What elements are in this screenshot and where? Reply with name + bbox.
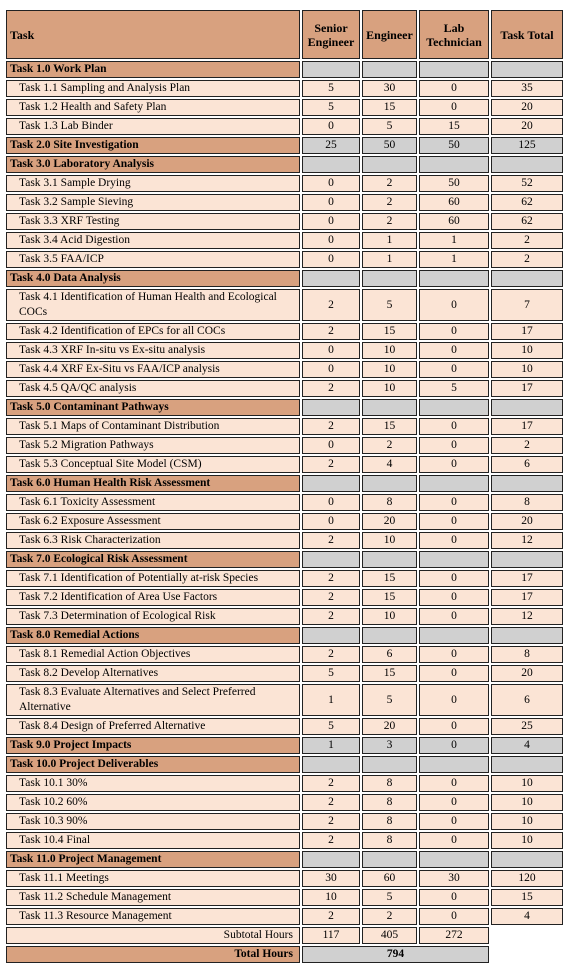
senior-engineer-hours: 0 bbox=[302, 513, 360, 530]
lab-technician-hours: 50 bbox=[419, 137, 489, 154]
senior-engineer-hours: 0 bbox=[302, 342, 360, 359]
task-total-hours: 17 bbox=[491, 418, 563, 435]
task-label: Task 3.4 Acid Digestion bbox=[6, 232, 300, 249]
task-row bbox=[6, 251, 563, 268]
senior-engineer-hours: 2 bbox=[302, 289, 360, 321]
senior-engineer-hours: 0 bbox=[302, 251, 360, 268]
task-row bbox=[6, 665, 563, 682]
header-task-total: Task Total bbox=[491, 10, 563, 59]
task-row bbox=[6, 889, 563, 906]
engineer-hours: 10 bbox=[362, 342, 417, 359]
lab-technician-hours: 15 bbox=[419, 118, 489, 135]
senior-engineer-hours: 0 bbox=[302, 361, 360, 378]
lab-technician-hours: 0 bbox=[419, 80, 489, 97]
task-row bbox=[6, 832, 563, 849]
engineer-hours-empty bbox=[362, 399, 417, 416]
engineer-hours: 20 bbox=[362, 513, 417, 530]
section-row bbox=[6, 551, 563, 568]
engineer-hours: 15 bbox=[362, 99, 417, 116]
lab-technician-hours: 0 bbox=[419, 570, 489, 587]
senior-engineer-hours: 2 bbox=[302, 832, 360, 849]
task-total-hours: 10 bbox=[491, 361, 563, 378]
total-spacer bbox=[491, 946, 563, 963]
lab-technician-hours: 5 bbox=[419, 380, 489, 397]
task-row bbox=[6, 232, 563, 249]
task-row bbox=[6, 684, 563, 716]
senior-engineer-hours: 1 bbox=[302, 684, 360, 716]
senior-engineer-hours: 2 bbox=[302, 570, 360, 587]
task-total-hours-empty bbox=[491, 756, 563, 773]
task-label: Task 8.3 Evaluate Alternatives and Select Preferred Alternative bbox=[6, 684, 300, 716]
task-label: Task 11.1 Meetings bbox=[6, 870, 300, 887]
lab-technician-hours-empty bbox=[419, 756, 489, 773]
task-total-hours: 12 bbox=[491, 608, 563, 625]
task-label: Task 1.1 Sampling and Analysis Plan bbox=[6, 80, 300, 97]
lab-technician-hours-empty bbox=[419, 627, 489, 644]
engineer-hours: 2 bbox=[362, 175, 417, 192]
lab-technician-hours: 0 bbox=[419, 608, 489, 625]
task-row bbox=[6, 570, 563, 587]
engineer-hours: 3 bbox=[362, 737, 417, 754]
senior-engineer-hours: 0 bbox=[302, 232, 360, 249]
senior-engineer-hours-empty bbox=[302, 851, 360, 868]
engineer-hours: 8 bbox=[362, 494, 417, 511]
lab-technician-hours: 0 bbox=[419, 737, 489, 754]
senior-engineer-hours-empty bbox=[302, 270, 360, 287]
section-row bbox=[6, 137, 563, 154]
task-row bbox=[6, 589, 563, 606]
lab-technician-hours: 60 bbox=[419, 213, 489, 230]
task-row bbox=[6, 870, 563, 887]
task-row bbox=[6, 794, 563, 811]
senior-engineer-hours: 2 bbox=[302, 813, 360, 830]
task-total-hours-empty bbox=[491, 61, 563, 78]
engineer-hours-empty bbox=[362, 61, 417, 78]
senior-engineer-hours: 0 bbox=[302, 213, 360, 230]
task-total-hours: 10 bbox=[491, 813, 563, 830]
task-total-hours: 4 bbox=[491, 737, 563, 754]
section-row bbox=[6, 61, 563, 78]
task-label: Task 10.3 90% bbox=[6, 813, 300, 830]
task-total-hours: 2 bbox=[491, 232, 563, 249]
task-row bbox=[6, 99, 563, 116]
senior-engineer-hours: 2 bbox=[302, 589, 360, 606]
senior-engineer-hours: 1 bbox=[302, 737, 360, 754]
subtotal-senior-engineer: 117 bbox=[302, 927, 360, 944]
task-label: Task 10.1 30% bbox=[6, 775, 300, 792]
senior-engineer-hours-empty bbox=[302, 399, 360, 416]
task-label: Task 8.2 Develop Alternatives bbox=[6, 665, 300, 682]
lab-technician-hours: 0 bbox=[419, 494, 489, 511]
task-label: Task 5.1 Maps of Contaminant Distribution bbox=[6, 418, 300, 435]
task-row bbox=[6, 342, 563, 359]
labor-hours-table bbox=[4, 8, 565, 965]
section-label: Task 10.0 Project Deliverables bbox=[6, 756, 300, 773]
task-label: Task 4.5 QA/QC analysis bbox=[6, 380, 300, 397]
senior-engineer-hours: 2 bbox=[302, 323, 360, 340]
task-total-hours: 4 bbox=[491, 908, 563, 925]
section-label: Task 7.0 Ecological Risk Assessment bbox=[6, 551, 300, 568]
engineer-hours: 5 bbox=[362, 684, 417, 716]
task-label: Task 4.1 Identification of Human Health and Ecological COCs bbox=[6, 289, 300, 321]
header-task: Task bbox=[6, 10, 300, 59]
engineer-hours: 10 bbox=[362, 380, 417, 397]
engineer-hours: 2 bbox=[362, 194, 417, 211]
task-total-hours: 10 bbox=[491, 342, 563, 359]
lab-technician-hours: 0 bbox=[419, 665, 489, 682]
task-total-hours-empty bbox=[491, 627, 563, 644]
task-row bbox=[6, 194, 563, 211]
task-label: Task 7.3 Determination of Ecological Risk bbox=[6, 608, 300, 625]
header-senior-engineer: Senior Engineer bbox=[302, 10, 360, 59]
task-row bbox=[6, 437, 563, 454]
lab-technician-hours-empty bbox=[419, 399, 489, 416]
subtotal-label: Subtotal Hours bbox=[6, 927, 300, 944]
task-total-hours: 62 bbox=[491, 194, 563, 211]
section-row bbox=[6, 399, 563, 416]
section-row bbox=[6, 737, 563, 754]
section-label: Task 2.0 Site Investigation bbox=[6, 137, 300, 154]
task-label: Task 11.3 Resource Management bbox=[6, 908, 300, 925]
lab-technician-hours: 0 bbox=[419, 418, 489, 435]
task-label: Task 7.1 Identification of Potentially at-risk Species bbox=[6, 570, 300, 587]
senior-engineer-hours-empty bbox=[302, 61, 360, 78]
senior-engineer-hours: 0 bbox=[302, 437, 360, 454]
task-row bbox=[6, 118, 563, 135]
task-row bbox=[6, 513, 563, 530]
lab-technician-hours: 0 bbox=[419, 718, 489, 735]
lab-technician-hours-empty bbox=[419, 551, 489, 568]
engineer-hours: 1 bbox=[362, 232, 417, 249]
task-label: Task 6.2 Exposure Assessment bbox=[6, 513, 300, 530]
lab-technician-hours: 0 bbox=[419, 646, 489, 663]
task-label: Task 4.3 XRF In-situ vs Ex-situ analysis bbox=[6, 342, 300, 359]
total-row bbox=[6, 946, 563, 963]
task-total-hours-empty bbox=[491, 475, 563, 492]
task-label: Task 11.2 Schedule Management bbox=[6, 889, 300, 906]
lab-technician-hours: 0 bbox=[419, 289, 489, 321]
subtotal-spacer bbox=[491, 927, 563, 944]
section-label: Task 4.0 Data Analysis bbox=[6, 270, 300, 287]
task-total-hours: 25 bbox=[491, 718, 563, 735]
engineer-hours-empty bbox=[362, 756, 417, 773]
task-total-hours: 8 bbox=[491, 646, 563, 663]
table-body bbox=[6, 61, 563, 963]
senior-engineer-hours: 0 bbox=[302, 494, 360, 511]
engineer-hours: 15 bbox=[362, 418, 417, 435]
task-total-hours: 20 bbox=[491, 99, 563, 116]
task-total-hours: 125 bbox=[491, 137, 563, 154]
task-row bbox=[6, 718, 563, 735]
section-label: Task 5.0 Contaminant Pathways bbox=[6, 399, 300, 416]
lab-technician-hours: 30 bbox=[419, 870, 489, 887]
task-total-hours: 62 bbox=[491, 213, 563, 230]
lab-technician-hours-empty bbox=[419, 156, 489, 173]
engineer-hours-empty bbox=[362, 627, 417, 644]
senior-engineer-hours-empty bbox=[302, 756, 360, 773]
lab-technician-hours-empty bbox=[419, 270, 489, 287]
senior-engineer-hours: 0 bbox=[302, 118, 360, 135]
total-label: Total Hours bbox=[6, 946, 300, 963]
senior-engineer-hours: 2 bbox=[302, 775, 360, 792]
task-label: Task 5.2 Migration Pathways bbox=[6, 437, 300, 454]
engineer-hours-empty bbox=[362, 551, 417, 568]
lab-technician-hours-empty bbox=[419, 61, 489, 78]
senior-engineer-hours-empty bbox=[302, 627, 360, 644]
lab-technician-hours: 0 bbox=[419, 775, 489, 792]
task-total-hours: 7 bbox=[491, 289, 563, 321]
section-row bbox=[6, 156, 563, 173]
engineer-hours: 6 bbox=[362, 646, 417, 663]
task-row bbox=[6, 456, 563, 473]
engineer-hours: 15 bbox=[362, 589, 417, 606]
task-row bbox=[6, 908, 563, 925]
task-row bbox=[6, 213, 563, 230]
engineer-hours: 60 bbox=[362, 870, 417, 887]
section-label: Task 11.0 Project Management bbox=[6, 851, 300, 868]
task-total-hours: 52 bbox=[491, 175, 563, 192]
senior-engineer-hours: 30 bbox=[302, 870, 360, 887]
task-row bbox=[6, 532, 563, 549]
senior-engineer-hours: 2 bbox=[302, 794, 360, 811]
section-label: Task 9.0 Project Impacts bbox=[6, 737, 300, 754]
senior-engineer-hours: 2 bbox=[302, 646, 360, 663]
lab-technician-hours: 1 bbox=[419, 251, 489, 268]
total-value: 794 bbox=[302, 946, 489, 963]
engineer-hours: 1 bbox=[362, 251, 417, 268]
senior-engineer-hours: 2 bbox=[302, 608, 360, 625]
task-label: Task 8.4 Design of Preferred Alternative bbox=[6, 718, 300, 735]
task-total-hours: 35 bbox=[491, 80, 563, 97]
task-total-hours: 8 bbox=[491, 494, 563, 511]
engineer-hours: 2 bbox=[362, 908, 417, 925]
task-row bbox=[6, 323, 563, 340]
lab-technician-hours: 1 bbox=[419, 232, 489, 249]
task-total-hours: 15 bbox=[491, 889, 563, 906]
task-total-hours: 20 bbox=[491, 665, 563, 682]
task-row bbox=[6, 80, 563, 97]
lab-technician-hours: 0 bbox=[419, 794, 489, 811]
lab-technician-hours-empty bbox=[419, 475, 489, 492]
senior-engineer-hours: 25 bbox=[302, 137, 360, 154]
engineer-hours: 10 bbox=[362, 361, 417, 378]
task-total-hours: 17 bbox=[491, 380, 563, 397]
section-label: Task 8.0 Remedial Actions bbox=[6, 627, 300, 644]
lab-technician-hours: 0 bbox=[419, 589, 489, 606]
task-row bbox=[6, 494, 563, 511]
lab-technician-hours: 0 bbox=[419, 889, 489, 906]
task-label: Task 3.2 Sample Sieving bbox=[6, 194, 300, 211]
engineer-hours: 8 bbox=[362, 775, 417, 792]
task-label: Task 8.1 Remedial Action Objectives bbox=[6, 646, 300, 663]
task-total-hours: 17 bbox=[491, 589, 563, 606]
senior-engineer-hours-empty bbox=[302, 475, 360, 492]
task-total-hours: 20 bbox=[491, 513, 563, 530]
section-row bbox=[6, 627, 563, 644]
task-label: Task 7.2 Identification of Area Use Factors bbox=[6, 589, 300, 606]
lab-technician-hours: 0 bbox=[419, 513, 489, 530]
task-label: Task 3.5 FAA/ICP bbox=[6, 251, 300, 268]
task-row bbox=[6, 813, 563, 830]
section-label: Task 1.0 Work Plan bbox=[6, 61, 300, 78]
engineer-hours: 2 bbox=[362, 213, 417, 230]
task-total-hours-empty bbox=[491, 399, 563, 416]
header-engineer: Engineer bbox=[362, 10, 417, 59]
lab-technician-hours: 0 bbox=[419, 361, 489, 378]
senior-engineer-hours: 2 bbox=[302, 532, 360, 549]
engineer-hours: 5 bbox=[362, 889, 417, 906]
senior-engineer-hours: 0 bbox=[302, 194, 360, 211]
lab-technician-hours: 60 bbox=[419, 194, 489, 211]
task-row bbox=[6, 775, 563, 792]
task-label: Task 6.1 Toxicity Assessment bbox=[6, 494, 300, 511]
lab-technician-hours: 50 bbox=[419, 175, 489, 192]
senior-engineer-hours: 2 bbox=[302, 380, 360, 397]
lab-technician-hours: 0 bbox=[419, 832, 489, 849]
senior-engineer-hours-empty bbox=[302, 551, 360, 568]
engineer-hours: 4 bbox=[362, 456, 417, 473]
senior-engineer-hours: 10 bbox=[302, 889, 360, 906]
task-label: Task 6.3 Risk Characterization bbox=[6, 532, 300, 549]
task-label: Task 10.4 Final bbox=[6, 832, 300, 849]
engineer-hours: 10 bbox=[362, 532, 417, 549]
senior-engineer-hours: 5 bbox=[302, 99, 360, 116]
subtotal-row bbox=[6, 927, 563, 944]
task-label: Task 1.2 Health and Safety Plan bbox=[6, 99, 300, 116]
engineer-hours: 10 bbox=[362, 608, 417, 625]
senior-engineer-hours: 2 bbox=[302, 418, 360, 435]
task-total-hours: 17 bbox=[491, 570, 563, 587]
section-row bbox=[6, 851, 563, 868]
senior-engineer-hours: 5 bbox=[302, 718, 360, 735]
senior-engineer-hours: 5 bbox=[302, 665, 360, 682]
engineer-hours: 30 bbox=[362, 80, 417, 97]
lab-technician-hours: 0 bbox=[419, 684, 489, 716]
task-total-hours: 6 bbox=[491, 456, 563, 473]
task-row bbox=[6, 380, 563, 397]
subtotal-engineer: 405 bbox=[362, 927, 417, 944]
task-label: Task 10.2 60% bbox=[6, 794, 300, 811]
engineer-hours: 15 bbox=[362, 665, 417, 682]
section-label: Task 3.0 Laboratory Analysis bbox=[6, 156, 300, 173]
task-row bbox=[6, 175, 563, 192]
task-total-hours: 17 bbox=[491, 323, 563, 340]
engineer-hours-empty bbox=[362, 475, 417, 492]
section-label: Task 6.0 Human Health Risk Assessment bbox=[6, 475, 300, 492]
task-row bbox=[6, 608, 563, 625]
task-label: Task 1.3 Lab Binder bbox=[6, 118, 300, 135]
task-label: Task 4.2 Identification of EPCs for all COCs bbox=[6, 323, 300, 340]
senior-engineer-hours: 2 bbox=[302, 456, 360, 473]
task-total-hours: 6 bbox=[491, 684, 563, 716]
task-total-hours: 10 bbox=[491, 794, 563, 811]
subtotal-lab-technician: 272 bbox=[419, 927, 489, 944]
engineer-hours: 15 bbox=[362, 570, 417, 587]
engineer-hours-empty bbox=[362, 851, 417, 868]
engineer-hours-empty bbox=[362, 270, 417, 287]
task-row bbox=[6, 646, 563, 663]
task-row bbox=[6, 289, 563, 321]
task-label: Task 4.4 XRF Ex-Situ vs FAA/ICP analysis bbox=[6, 361, 300, 378]
task-total-hours: 10 bbox=[491, 775, 563, 792]
senior-engineer-hours-empty bbox=[302, 156, 360, 173]
task-total-hours: 12 bbox=[491, 532, 563, 549]
task-label: Task 5.3 Conceptual Site Model (CSM) bbox=[6, 456, 300, 473]
lab-technician-hours: 0 bbox=[419, 456, 489, 473]
task-total-hours-empty bbox=[491, 270, 563, 287]
lab-technician-hours: 0 bbox=[419, 99, 489, 116]
engineer-hours: 5 bbox=[362, 118, 417, 135]
header-lab-technician: Lab Technician bbox=[419, 10, 489, 59]
task-total-hours-empty bbox=[491, 156, 563, 173]
engineer-hours: 8 bbox=[362, 813, 417, 830]
section-row bbox=[6, 475, 563, 492]
lab-technician-hours: 0 bbox=[419, 342, 489, 359]
engineer-hours: 5 bbox=[362, 289, 417, 321]
senior-engineer-hours: 2 bbox=[302, 908, 360, 925]
lab-technician-hours: 0 bbox=[419, 908, 489, 925]
senior-engineer-hours: 0 bbox=[302, 175, 360, 192]
task-total-hours: 2 bbox=[491, 437, 563, 454]
task-total-hours: 120 bbox=[491, 870, 563, 887]
lab-technician-hours: 0 bbox=[419, 532, 489, 549]
engineer-hours: 8 bbox=[362, 832, 417, 849]
lab-technician-hours: 0 bbox=[419, 323, 489, 340]
task-total-hours: 20 bbox=[491, 118, 563, 135]
engineer-hours: 20 bbox=[362, 718, 417, 735]
header-row bbox=[6, 10, 563, 59]
engineer-hours-empty bbox=[362, 156, 417, 173]
lab-technician-hours-empty bbox=[419, 851, 489, 868]
task-total-hours: 10 bbox=[491, 832, 563, 849]
task-row bbox=[6, 418, 563, 435]
task-row bbox=[6, 361, 563, 378]
task-label: Task 3.1 Sample Drying bbox=[6, 175, 300, 192]
section-row bbox=[6, 756, 563, 773]
task-label: Task 3.3 XRF Testing bbox=[6, 213, 300, 230]
lab-technician-hours: 0 bbox=[419, 437, 489, 454]
senior-engineer-hours: 5 bbox=[302, 80, 360, 97]
lab-technician-hours: 0 bbox=[419, 813, 489, 830]
engineer-hours: 8 bbox=[362, 794, 417, 811]
task-total-hours: 2 bbox=[491, 251, 563, 268]
task-total-hours-empty bbox=[491, 551, 563, 568]
task-total-hours-empty bbox=[491, 851, 563, 868]
engineer-hours: 15 bbox=[362, 323, 417, 340]
engineer-hours: 2 bbox=[362, 437, 417, 454]
engineer-hours: 50 bbox=[362, 137, 417, 154]
section-row bbox=[6, 270, 563, 287]
